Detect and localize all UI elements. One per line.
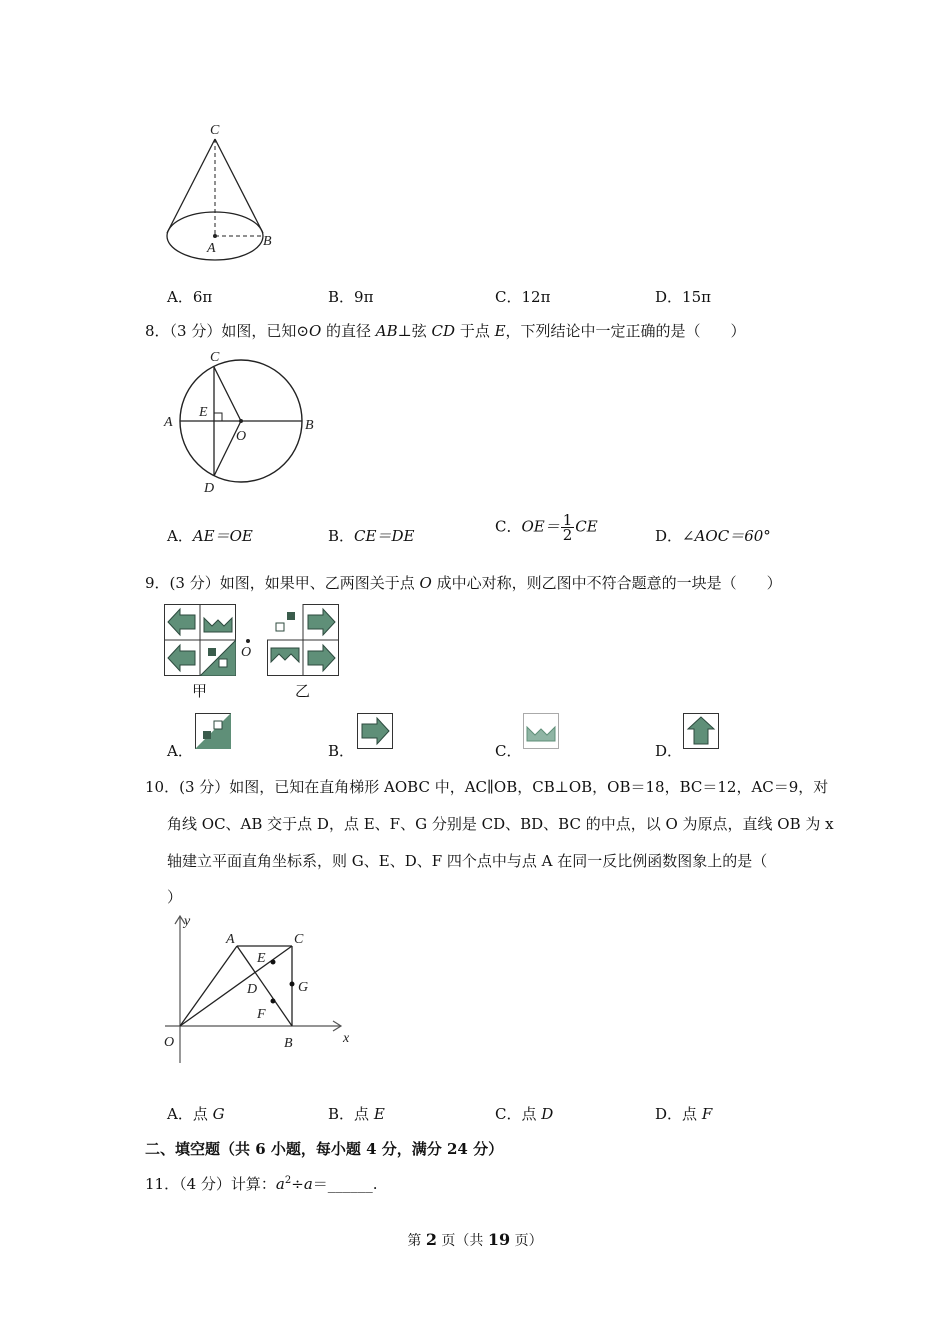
page-footer: 第 2 页（共 19 页） bbox=[407, 1230, 543, 1249]
axis-label-x: x bbox=[343, 1031, 350, 1046]
axis-label-y: y bbox=[184, 914, 191, 929]
trap-label-a: A bbox=[226, 932, 235, 947]
q7-option-b[interactable]: B．9π bbox=[328, 288, 374, 306]
grid-yi bbox=[267, 604, 339, 676]
q11-stem: 11．（4 分）计算：$a^2\div a=\_\_\_\_\_\_$. bbox=[145, 1175, 378, 1193]
q7-option-d[interactable]: D．15π bbox=[655, 288, 711, 306]
trap-label-f: F bbox=[257, 1007, 266, 1022]
q8-option-b[interactable]: B．CE＝DE bbox=[328, 527, 415, 545]
cone-label-a: A bbox=[207, 241, 216, 256]
cone-label-c: C bbox=[210, 123, 220, 138]
trap-label-e: E bbox=[257, 951, 266, 966]
trap-label-g: G bbox=[298, 980, 309, 995]
q10-option-c[interactable]: C．点 D bbox=[495, 1105, 554, 1123]
q8-option-d[interactable]: D．∠AOC＝60° bbox=[655, 527, 771, 545]
circle-label-b: B bbox=[305, 418, 314, 433]
trap-label-o: O bbox=[164, 1035, 175, 1050]
q8-stem: 8．（3 分）如图，已知⊙O 的直径 AB⊥弦 CD 于点 E，下列结论中一定正确的是（ ） bbox=[145, 322, 746, 340]
circle-label-a: A bbox=[164, 415, 173, 430]
trap-label-d: D bbox=[247, 982, 258, 997]
q9-option-b-label[interactable]: B． bbox=[328, 742, 355, 760]
q9-option-d-tile[interactable] bbox=[683, 713, 719, 749]
q8-option-c[interactable]: C．OE＝ $\frac{1}{2}$ CE bbox=[495, 511, 598, 544]
q9-option-a-label[interactable]: A． bbox=[167, 742, 193, 760]
fraction-one-half: $\frac{1}{2}$ bbox=[562, 511, 573, 544]
answer-blank[interactable]: ______ bbox=[327, 1175, 373, 1193]
trap-label-c: C bbox=[294, 932, 304, 947]
q10-option-b[interactable]: B．点 E bbox=[328, 1105, 385, 1123]
q9-option-c-label[interactable]: C． bbox=[495, 742, 522, 760]
trapezoid-figure bbox=[155, 908, 360, 1073]
cone-label-b: B bbox=[263, 234, 272, 249]
q9-option-a-tile[interactable] bbox=[195, 713, 231, 749]
current-page: 2 bbox=[425, 1230, 437, 1249]
q9-option-c-tile[interactable] bbox=[523, 713, 559, 749]
q10-stem-line3: 轴建立平面直角坐标系，则 G、E、D、F 四个点中与点 A 在同一反比例函数图象上的是（ bbox=[167, 852, 768, 870]
q7-option-c[interactable]: C．12π bbox=[495, 288, 551, 306]
circle-label-o: O bbox=[236, 429, 247, 444]
q10-option-a[interactable]: A．点 G bbox=[167, 1105, 225, 1123]
center-point-o bbox=[240, 636, 260, 660]
trap-label-b: B bbox=[284, 1036, 293, 1051]
q10-stem-line1: 10．(3 分）如图，已知在直角梯形 AOBC 中，AC∥OB，CB⊥OB，OB＝18，BC＝12，AC＝9，对 bbox=[145, 778, 829, 796]
q10-option-d[interactable]: D．点 F bbox=[655, 1105, 713, 1123]
circle-figure bbox=[155, 345, 325, 495]
label-jia: 甲 bbox=[192, 682, 208, 700]
circle-label-d: D bbox=[204, 481, 215, 495]
svg-text:O: O bbox=[241, 645, 252, 660]
total-pages: 19 bbox=[487, 1230, 511, 1249]
label-yi: 乙 bbox=[295, 682, 311, 700]
q7-option-a[interactable]: A．6π bbox=[167, 288, 213, 306]
q9-option-b-tile[interactable] bbox=[357, 713, 393, 749]
q10-stem-line4: ） bbox=[167, 888, 183, 906]
q9-stem: 9．(3 分）如图，如果甲、乙两图关于点 O 成中心对称，则乙图中不符合题意的一块是（ ） bbox=[145, 574, 782, 592]
q9-option-d-label[interactable]: D． bbox=[655, 742, 683, 760]
grid-jia bbox=[164, 604, 236, 676]
cone-figure bbox=[150, 115, 290, 265]
circle-label-e: E bbox=[199, 405, 208, 420]
q8-option-a[interactable]: A．AE＝OE bbox=[167, 527, 253, 545]
circle-label-c: C bbox=[210, 350, 220, 365]
section-title-fill-in: 二、填空题（共 6 小题，每小题 4 分，满分 24 分） bbox=[145, 1140, 504, 1158]
q10-stem-line2: 角线 OC、AB 交于点 D，点 E、F、G 分别是 CD、BD、BC 的中点，以 O 为原点，直线 OB 为 x bbox=[167, 815, 834, 833]
